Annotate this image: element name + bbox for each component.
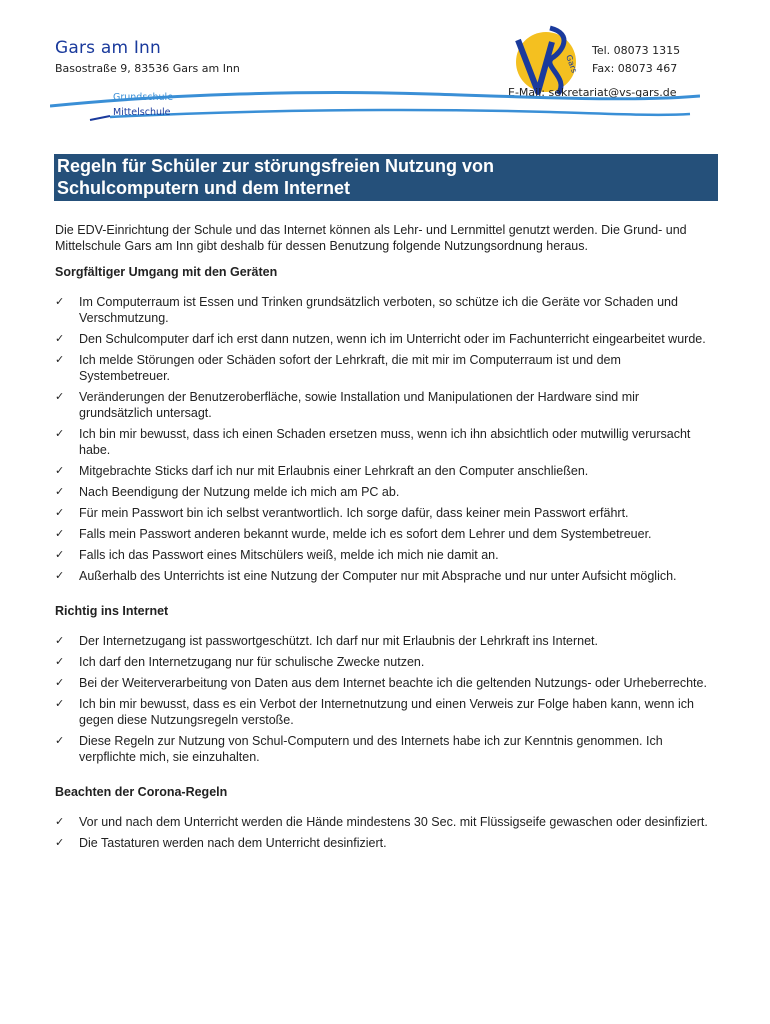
list-item <box>55 352 715 384</box>
list-item-text: Der Internetzugang ist passwortgeschützt. Ich darf nur mit Erlaubnis der Lehrkraft ins Internet. <box>79 634 599 648</box>
list-item-text: Ich darf den Internetzugang nur für schulische Zwecke nutzen. <box>79 655 425 669</box>
list-item <box>55 426 715 458</box>
list-item <box>55 835 715 851</box>
checkmark-icon: ✓ <box>55 655 65 668</box>
list-item-text: Im Computerraum ist Essen und Trinken grundsätzlich verboten, so schütze ich die Geräte vor Schaden und Verschmutzung. <box>79 295 678 325</box>
checkmark-icon: ✓ <box>55 390 65 403</box>
document-title <box>54 154 718 201</box>
list-item <box>55 294 715 326</box>
school-type-secondary: Mittelschule <box>113 107 171 118</box>
checkmark-icon: ✓ <box>55 332 65 345</box>
checkmark-icon: ✓ <box>55 836 65 849</box>
document-body <box>55 222 715 856</box>
checkmark-icon: ✓ <box>55 527 65 540</box>
email-address[interactable]: E-Mail: sekretariat@vs-gars.de <box>508 86 677 99</box>
checkmark-icon: ✓ <box>55 734 65 747</box>
checkmark-icon: ✓ <box>55 815 65 828</box>
list-item <box>55 547 715 563</box>
checkmark-icon: ✓ <box>55 569 65 582</box>
fax-number: Fax: 08073 467 <box>592 62 678 75</box>
checkmark-icon: ✓ <box>55 676 65 689</box>
list-item <box>55 814 715 830</box>
rules-list-internet <box>55 633 715 765</box>
list-item <box>55 526 715 542</box>
list-item <box>55 484 715 500</box>
school-name: Gars am Inn <box>55 38 161 58</box>
checkmark-icon: ✓ <box>55 485 65 498</box>
school-address: Basostraße 9, 83536 Gars am Inn <box>55 62 240 75</box>
checkmark-icon: ✓ <box>55 506 65 519</box>
list-item <box>55 675 715 691</box>
section-heading: Richtig ins Internet <box>55 604 169 618</box>
list-item-text: Den Schulcomputer darf ich erst dann nutzen, wenn ich im Unterricht oder im Fachunterricht eingearbeitet wurde. <box>79 332 706 346</box>
list-item <box>55 696 715 728</box>
list-item <box>55 389 715 421</box>
list-item-text: Ich bin mir bewusst, dass ich einen Schaden ersetzen muss, wenn ich ihn absichtlich oder mutwillig verursacht habe. <box>79 427 691 457</box>
list-item <box>55 733 715 765</box>
school-type-primary: Grundschule <box>113 92 174 103</box>
rules-list-devices <box>55 294 715 584</box>
header-swoosh <box>50 84 700 128</box>
list-item-text: Ich melde Störungen oder Schäden sofort der Lehrkraft, die mit mir im Computerraum ist und dem Systembetreuer. <box>79 353 621 383</box>
checkmark-icon: ✓ <box>55 548 65 561</box>
phone-number: Tel. 08073 1315 <box>592 44 681 57</box>
list-item-text: Falls ich das Passwort eines Mitschülers weiß, melde ich mich nie damit an. <box>79 548 499 562</box>
list-item-text: Veränderungen der Benutzeroberfläche, sowie Installation und Manipulationen der Hardware sind mir grundsätzlich untersagt. <box>79 390 640 420</box>
list-item-text: Mitgebrachte Sticks darf ich nur mit Erlaubnis einer Lehrkraft an den Computer anschließen. <box>79 464 589 478</box>
list-item-text: Außerhalb des Unterrichts ist eine Nutzung der Computer nur mit Absprache und nur unter Aufsicht möglich. <box>79 569 677 583</box>
list-item-text: Nach Beendigung der Nutzung melde ich mich am PC ab. <box>79 485 400 499</box>
list-item-text: Falls mein Passwort anderen bekannt wurde, melde ich es sofort dem Lehrer und dem Systembetreuer. <box>79 527 652 541</box>
checkmark-icon: ✓ <box>55 464 65 477</box>
list-item-text: Die Tastaturen werden nach dem Unterricht desinfiziert. <box>79 836 387 850</box>
checkmark-icon: ✓ <box>55 697 65 710</box>
checkmark-icon: ✓ <box>55 353 65 366</box>
list-item-text: Vor und nach dem Unterricht werden die Hände mindestens 30 Sec. mit Flüssigseife gewaschen oder desinfiziert. <box>79 815 708 829</box>
list-item <box>55 463 715 479</box>
title-line-1: Regeln für Schüler zur störungsfreien Nutzung von <box>57 156 495 176</box>
section-heading: Sorgfältiger Umgang mit den Geräten <box>55 265 278 279</box>
list-item <box>55 654 715 670</box>
checkmark-icon: ✓ <box>55 427 65 440</box>
list-item-text: Ich bin mir bewusst, dass es ein Verbot der Internetnutzung und einen Verweis zur Folge haben kann, wenn ich gegen diese Nutzungsregeln verstoße. <box>79 697 694 727</box>
section-heading: Beachten der Corona-Regeln <box>55 785 228 799</box>
list-item <box>55 568 715 584</box>
list-item-text: Bei der Weiterverarbeitung von Daten aus dem Internet beachte ich die geltenden Nutzungs- oder Urheberrechte. <box>79 676 707 690</box>
checkmark-icon: ✓ <box>55 295 65 308</box>
list-item-text: Für mein Passwort bin ich selbst verantwortlich. Ich sorge dafür, dass keiner mein Passwort erfährt. <box>79 506 629 520</box>
checkmark-icon: ✓ <box>55 634 65 647</box>
list-item-text: Diese Regeln zur Nutzung von Schul-Computern und des Internets habe ich zur Kenntnis genommen. Ich verpflichte mich, sie einzuhalten. <box>79 734 663 764</box>
rules-list-corona <box>55 814 715 851</box>
list-item <box>55 505 715 521</box>
list-item <box>55 633 715 649</box>
list-item <box>55 331 715 347</box>
intro-paragraph: Die EDV-Einrichtung der Schule und das Internet können als Lehr- und Lernmittel genutzt werden. Die Grund- und Mittelschule Gars am Inn gibt deshalb für dessen Benutzung folgende Nutzungsordnung heraus. <box>55 223 687 253</box>
logo-text: Gars <box>564 53 579 75</box>
title-line-2: Schulcomputern und dem Internet <box>57 178 351 198</box>
